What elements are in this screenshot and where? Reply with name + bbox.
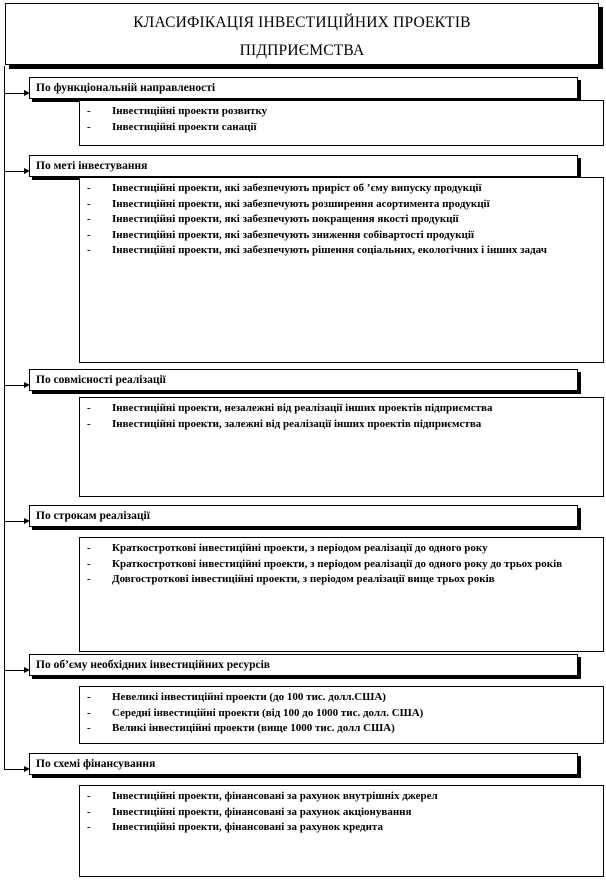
- category-purpose: По меті інвестування: [29, 155, 578, 177]
- list-item: - Інвестиційні проекти, які забезпечують рішення соціальних, екологічних і інших задач: [87, 244, 547, 256]
- connector-arrow: [4, 93, 26, 94]
- diagram-title-line-1: КЛАСИФІКАЦІЯ ІНВЕСТИЦІЙНИХ ПРОЕКТІВ: [133, 14, 471, 31]
- category-compatibility: По совмісності реалізації: [29, 369, 578, 391]
- category-resource-volume: По об’єму необхідних інвестиційних ресурсів: [29, 654, 578, 676]
- category-compatibility-items: [79, 397, 604, 497]
- connector-arrow: [4, 171, 26, 172]
- diagram-title-box: [5, 3, 599, 65]
- connector-arrow: [4, 670, 26, 671]
- list-item: - Інвестиційні проекти, фінансовані за рахунок внутрішніх джерел: [87, 790, 438, 802]
- category-functional: По функціональній направленості: [29, 77, 578, 99]
- list-item: - Інвестиційні проекти, фінансовані за рахунок кредита: [87, 821, 383, 833]
- category-financing-items: [79, 785, 604, 877]
- list-item: - Невеликі інвестиційні проекти (до 100 тис. долл.США): [87, 691, 386, 703]
- connector-arrow: [4, 521, 26, 522]
- list-item: - Інвестиційні проекти, які забезпечують покращення якості продукції: [87, 213, 459, 225]
- list-item: - Інвестиційні проекти розвитку: [87, 105, 268, 117]
- category-financing: По схемі фінансування: [29, 753, 578, 775]
- list-item: - Краткостроткові інвестиційні проекти, з періодом реалізації до одного року: [87, 542, 488, 554]
- list-item: - Інвестиційні проекти, незалежні від реалізації інших проектів підприємства: [87, 402, 493, 414]
- list-item: - Інвестиційні проекти, залежні від реалізації інших проектів підприємства: [87, 417, 482, 430]
- diagram-title-line-2: ПІДПРИЄМСТВА: [239, 42, 365, 59]
- list-item: - Інвестиційні проекти, які забезпечують розширення асортимента продукції: [87, 197, 490, 210]
- list-item: - Інвестиційні проекти, які забезпечують приріст об ’єму випуску продукції: [87, 182, 482, 194]
- list-item: - Великі інвестиційні проекти (вище 1000 тис. долл США): [87, 722, 395, 734]
- category-purpose-items: [79, 177, 604, 363]
- category-resource-volume-items: [79, 686, 604, 744]
- list-item: - Краткостроткові інвестиційні проекти, з періодом реалізації до одного року до трьох років: [87, 557, 563, 570]
- category-functional-items: [79, 100, 604, 146]
- connector-arrow: [4, 769, 26, 770]
- list-item: - Інвестиційні проекти, які забезпечують зниження собівартості продукції: [87, 228, 474, 241]
- connector-arrow: [4, 385, 26, 386]
- category-timeframe-items: [79, 537, 604, 652]
- list-item: - Інвестиційні проекти, фінансовані за рахунок акціонування: [87, 805, 412, 818]
- list-item: - Інвестиційні проекти санації: [87, 120, 257, 133]
- list-item: - Довгостроткові інвестиційні проекти, з періодом реалізації вище трьох років: [87, 573, 495, 585]
- list-item: - Середні інвестиційні проекти (від 100 до 1000 тис. долл. США): [87, 706, 424, 719]
- category-timeframe: По строкам реалізації: [29, 505, 578, 527]
